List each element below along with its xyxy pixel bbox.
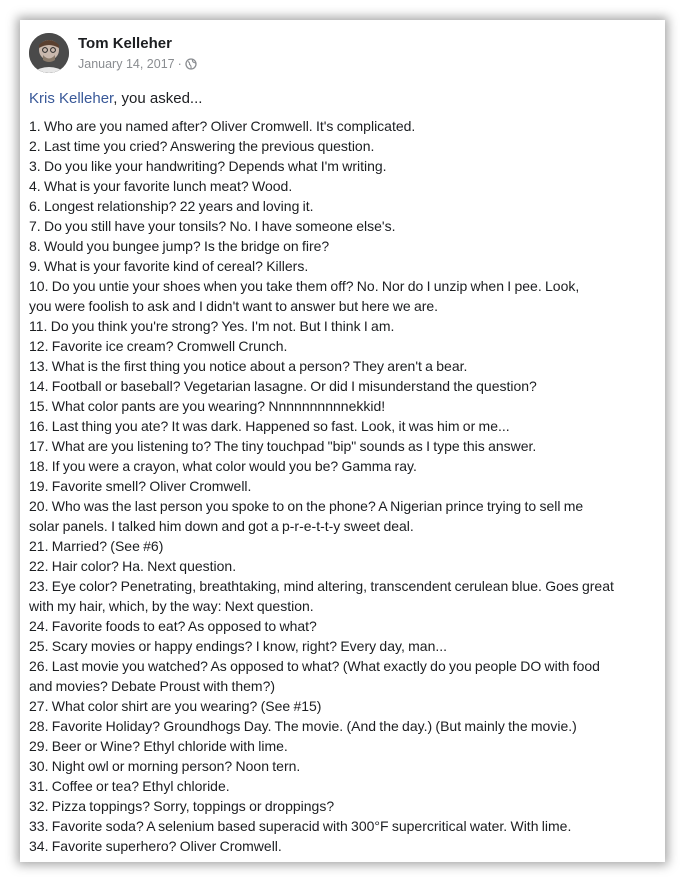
qa-line: 28. Favorite Holiday? Groundhogs Day. The movie. (And the day.) (But mainly the movie.) [29,718,577,734]
qa-line: solar panels. I talked him down and got a p-r-e-t-t-y sweet deal. [29,518,414,534]
qa-line: you were foolish to ask and I didn't want to answer but here we are. [29,298,439,314]
qa-line: 18. If you were a crayon, what color would you be? Gamma ray. [29,458,417,474]
qa-line: 22. Hair color? Ha. Next question. [29,558,237,574]
qa-line: 26. Last movie you watched? As opposed to what? (What exactly do you people DO with food [29,658,600,674]
post-meta [78,57,197,71]
qa-line: 3. Do you like your handwriting? Depends what I'm writing. [29,158,387,174]
qa-line: with my hair, which, by the way: Next question. [29,598,314,614]
intro-text: , you asked... [113,90,203,107]
qa-line: 2. Last time you cried? Answering the previous question. [29,138,375,154]
post-date[interactable]: January 14, 2017 [78,57,175,71]
qa-line: 9. What is your favorite kind of cereal? Killers. [29,258,309,274]
qa-line: 31. Coffee or tea? Ethyl chloride. [29,778,230,794]
meta-separator: · [177,57,182,71]
qa-line: 34. Favorite superhero? Oliver Cromwell. [29,838,282,854]
qa-line: 23. Eye color? Penetrating, breathtaking, mind altering, transcendent cerulean blue. Goes great [29,578,614,594]
avatar[interactable] [29,33,69,73]
qa-list [29,116,657,856]
qa-line: 29. Beer or Wine? Ethyl chloride with lime. [29,738,288,754]
qa-line: 4. What is your favorite lunch meat? Wood. [29,178,293,194]
avatar-photo-icon [29,33,69,73]
author-name[interactable]: Tom Kelleher [78,35,172,52]
qa-line: 30. Night owl or morning person? Noon tern. [29,758,301,774]
qa-line: 1. Who are you named after? Oliver Cromwell. It's complicated. [29,118,416,134]
qa-line: and movies? Debate Proust with them?) [29,678,276,694]
qa-line: 12. Favorite ice cream? Cromwell Crunch. [29,338,288,354]
facebook-post-card [20,20,665,862]
qa-line: 21. Married? (See #6) [29,538,164,554]
qa-line: 14. Football or baseball? Vegetarian lasagne. Or did I misunderstand the question? [29,378,537,394]
qa-line: 15. What color pants are you wearing? Nnnnnnnnnnekkid! [29,398,386,414]
qa-line: 13. What is the first thing you notice about a person? They aren't a bear. [29,358,468,374]
qa-line: 7. Do you still have your tonsils? No. I have someone else's. [29,218,396,234]
qa-line: 10. Do you untie your shoes when you take them off? No. Nor do I unzip when I pee. Look, [29,278,580,294]
qa-line: 27. What color shirt are you wearing? (See #15) [29,698,322,714]
qa-line: 32. Pizza toppings? Sorry, toppings or droppings? [29,798,335,814]
qa-line: 8. Would you bungee jump? Is the bridge on fire? [29,238,330,254]
qa-line: 16. Last thing you ate? It was dark. Happened so fast. Look, it was him or me... [29,418,510,434]
mention-link[interactable]: Kris Kelleher [29,90,114,107]
qa-line: 11. Do you think you're strong? Yes. I'm not. But I think I am. [29,318,395,334]
qa-line: 6. Longest relationship? 22 years and loving it. [29,198,314,214]
qa-line: 25. Scary movies or happy endings? I know, right? Every day, man... [29,638,448,654]
globe-icon [185,58,197,70]
qa-line: 33. Favorite soda? A selenium based superacid with 300°F supercritical water. With lime. [29,818,572,834]
post-intro [29,90,202,107]
qa-line: 19. Favorite smell? Oliver Cromwell. [29,478,252,494]
qa-line: 24. Favorite foods to eat? As opposed to what? [29,618,317,634]
qa-line: 20. Who was the last person you spoke to on the phone? A Nigerian prince trying to sell me [29,498,584,514]
qa-line: 17. What are you listening to? The tiny touchpad "bip" sounds as I type this answer. [29,438,537,454]
